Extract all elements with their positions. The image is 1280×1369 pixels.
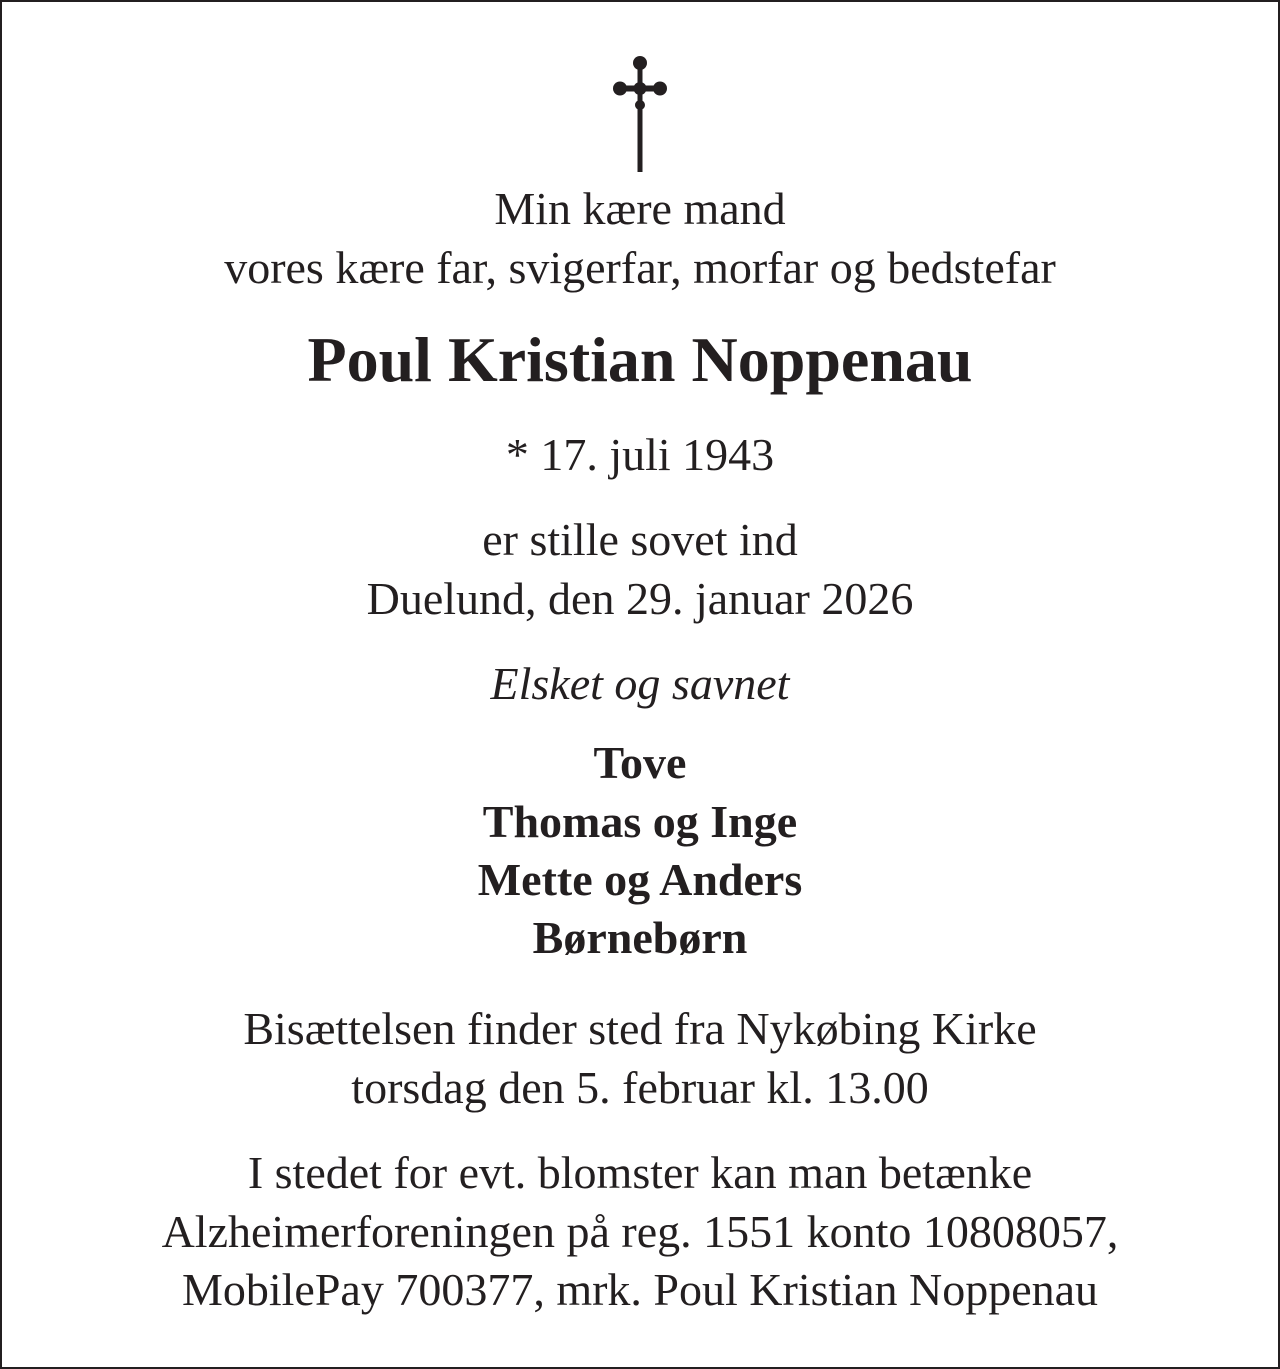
family-member: Thomas og Inge <box>482 796 798 847</box>
family-member: Mette og Anders <box>477 854 803 905</box>
cross-icon <box>612 54 668 172</box>
funeral-line-1: Bisættelsen finder sted fra Nykøbing Kirke <box>243 1003 1037 1054</box>
funeral-line-2: torsdag den 5. februar kl. 13.00 <box>351 1062 929 1113</box>
family-member: Tove <box>593 737 687 788</box>
passing-line-2: Duelund, den 29. januar 2026 <box>366 573 914 624</box>
donation-line-3: MobilePay 700377, mrk. Poul Kristian Noppenau <box>181 1264 1099 1315</box>
donation-line-1: I stedet for evt. blomster kan man betænke <box>247 1147 1033 1198</box>
intro-line-2: vores kære far, svigerfar, morfar og bedstefar <box>224 242 1056 293</box>
birth-date: * 17. juli 1943 <box>505 429 775 480</box>
donation-line-2: Alzheimerforeningen på reg. 1551 konto 10808057, <box>161 1206 1119 1257</box>
family-member: Børnebørn <box>532 912 748 963</box>
sentiment: Elsket og savnet <box>490 658 790 709</box>
deceased-name: Poul Kristian Noppenau <box>307 324 973 395</box>
passing-line-1: er stille sovet ind <box>482 514 798 565</box>
intro-line-1: Min kære mand <box>494 183 786 234</box>
